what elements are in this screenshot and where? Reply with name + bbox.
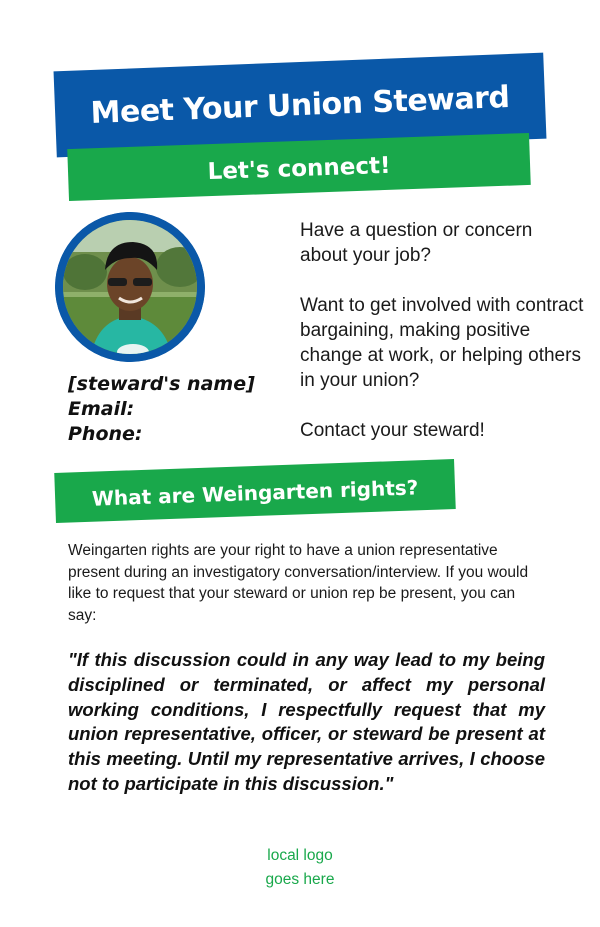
weingarten-quote: "If this discussion could in any way lead to my being disciplined or terminated, or affect my personal working conditions, I respectfully request that my union representative, officer, or steward be present at this meeting. Until my representative arrives, I choose not to participate in this discussion.": [68, 649, 545, 794]
logo-line-1: local logo: [267, 847, 333, 864]
phone-label: Phone:: [68, 423, 143, 445]
steward-name: [steward's name]: [68, 373, 255, 395]
logo-placeholder: [200, 844, 400, 892]
steward-photo: [55, 212, 205, 362]
weingarten-banner: [54, 459, 456, 523]
steward-photo-image: [55, 212, 205, 362]
steward-contact-block: [68, 372, 298, 447]
weingarten-description: Weingarten rights are your right to have a union representative present during an investigatory conversation/interview. If you would like to request that your steward or union rep be present, you can say:: [68, 542, 529, 624]
page-subtitle: Let's connect!: [207, 152, 391, 186]
weingarten-heading: What are Weingarten rights?: [91, 475, 419, 511]
intro-text: [300, 218, 585, 468]
email-label: Email:: [68, 398, 135, 420]
intro-question: Have a question or concern about your job?: [300, 220, 533, 266]
intro-involvement: Want to get involved with contract bargaining, making positive change at work, or helping others in your union?: [300, 295, 584, 391]
page-title: Meet Your Union Steward: [89, 79, 510, 131]
intro-contact: Contact your steward!: [300, 420, 485, 441]
logo-line-2: goes here: [265, 871, 335, 888]
